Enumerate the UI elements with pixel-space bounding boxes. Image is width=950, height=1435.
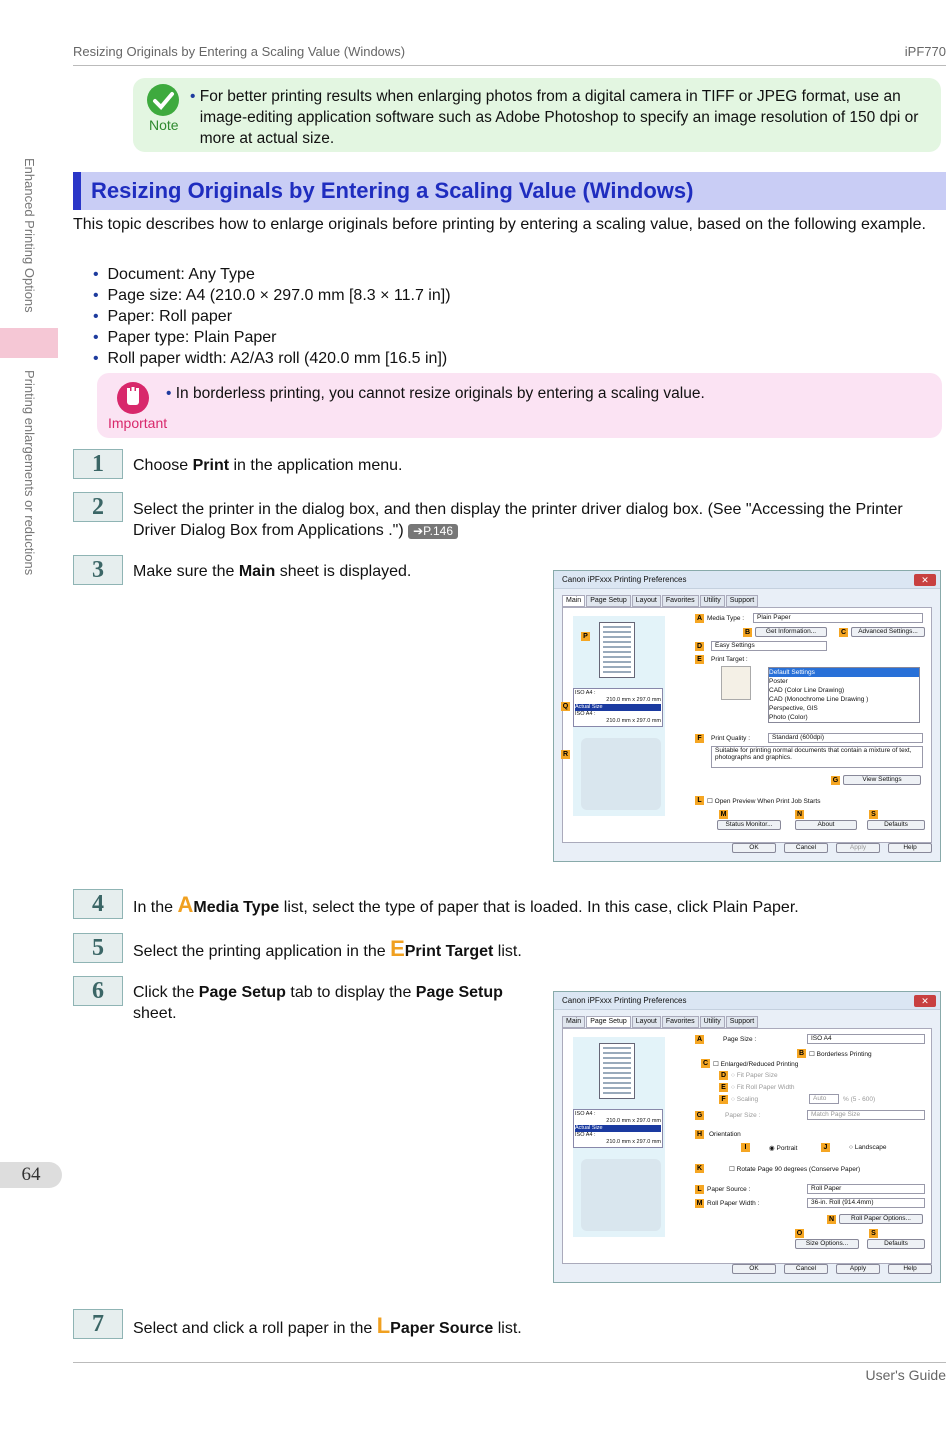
side-section-label[interactable]: Printing enlargements or reductions <box>22 370 37 576</box>
page-number: 64 <box>0 1162 62 1188</box>
paper-source-select: Roll Paper <box>807 1184 925 1194</box>
list-item: • Roll paper width: A2/A3 roll (420.0 mm [16.5 in]) <box>93 350 448 367</box>
step-text: Select the printer in the dialog box, and then display the printer driver dialog box. (See "Accessing the Printer Driver Dialog Box from Applications .") ➔P.146 <box>133 501 903 539</box>
roll-width-select: 36-in. Roll (914.4mm) <box>807 1198 925 1208</box>
step-number: 3 <box>73 555 123 585</box>
step-number: 1 <box>73 449 123 479</box>
paper-size-select: Match Page Size <box>807 1110 925 1120</box>
printer-illustration <box>581 1159 661 1231</box>
easy-settings-select: Easy Settings <box>711 641 827 651</box>
intro-text: This topic describes how to enlarge originals before printing by entering a scaling value, based on the following example. <box>73 216 926 233</box>
tab-layout: Layout <box>632 1016 661 1028</box>
ok-button: OK <box>732 1264 776 1274</box>
footer-divider <box>73 1362 946 1363</box>
list-item: • Document: Any Type <box>93 266 255 283</box>
open-preview-checkbox: ☐ Open Preview When Print Job Starts <box>707 798 821 805</box>
hand-stop-icon <box>117 382 149 414</box>
advanced-settings-button: Advanced Settings... <box>851 627 925 637</box>
printing-preferences-main-screenshot <box>553 570 941 862</box>
landscape-radio: ○ Landscape <box>849 1144 887 1151</box>
main-sheet-panel: ISO A4 : 210.0 mm x 297.0 mm Actual Size ISO A4 : 210.0 mm x 297.0 mm P Q R A Media Type : Plain Paper B Get Information... C Advanced Settings... D Easy Settings E Print Target : Default Settings Poster CAD (Color Line Drawing) CAD (Monochrome Line Drawing ) Perspective, GIS Photo (Color) F Print Quality : Standard (600dpi) Suitable for printing normal documents that contain a mixture of text, photographs and graphics. G View Settings L ☐ Open Preview When Print Job Starts M N S Status Monitor... About Defaults <box>562 607 932 843</box>
media-type-select: Plain Paper <box>753 613 923 623</box>
tab-layout: Layout <box>632 595 661 607</box>
defaults-button: Defaults <box>867 820 925 830</box>
tab-main: Main <box>562 595 585 607</box>
help-button: Help <box>888 843 932 853</box>
page-size-select: ISO A4 <box>807 1034 925 1044</box>
defaults-button: Defaults <box>867 1239 925 1249</box>
enlarged-reduced-checkbox: ☐ Enlarged/Reduced Printing <box>713 1061 799 1068</box>
tab-support: Support <box>726 1016 759 1028</box>
tab-utility: Utility <box>700 595 725 607</box>
tab-favorites: Favorites <box>662 595 699 607</box>
status-monitor-button: Status Monitor... <box>717 820 781 830</box>
tab-utility: Utility <box>700 1016 725 1028</box>
step-number: 7 <box>73 1309 123 1339</box>
page-title: Resizing Originals by Entering a Scaling Value (Windows) <box>91 178 694 203</box>
important-label: Important <box>108 415 168 431</box>
close-icon: ✕ <box>914 995 936 1007</box>
step-text: Click the Page Setup tab to display the Page Setup sheet. <box>133 984 503 1022</box>
rotate-checkbox: ☐ Rotate Page 90 degrees (Conserve Paper) <box>729 1166 861 1173</box>
step-number: 2 <box>73 492 123 522</box>
tab-favorites: Favorites <box>662 1016 699 1028</box>
step-text: Make sure the Main sheet is displayed. <box>133 563 412 580</box>
step-text: Choose Print in the application menu. <box>133 457 403 474</box>
side-chapter-label[interactable]: Enhanced Printing Options <box>22 158 37 313</box>
tab-page-setup: Page Setup <box>586 595 631 607</box>
important-text: • In borderless printing, you cannot resize originals by entering a scaling value. <box>166 385 705 402</box>
step-number: 4 <box>73 889 123 919</box>
note-body: For better printing results when enlarging photos from a digital camera in TIFF or JPEG format, use an image-editing application software such as Adobe Photoshop to specify an image resolution of 150 dpi or more at actual size. <box>199 88 919 147</box>
portrait-radio: ◉ Portrait <box>769 1145 798 1152</box>
cancel-button: Cancel <box>784 843 828 853</box>
printing-preferences-page-setup-screenshot <box>553 991 941 1283</box>
running-header-model: iPF770 <box>904 44 946 59</box>
apply-button: Apply <box>836 1264 880 1274</box>
ok-button: OK <box>732 843 776 853</box>
dialog-title: Canon iPFxxx Printing Preferences <box>554 571 940 589</box>
list-item: • Paper: Roll paper <box>93 308 233 325</box>
step-text: In the AMedia Type list, select the type of paper that is loaded. In this case, click Plain Paper. <box>133 892 799 917</box>
size-info: ISO A4 : 210.0 mm x 297.0 mm Actual Size ISO A4 : 210.0 mm x 297.0 mm <box>573 1109 663 1148</box>
header-divider <box>73 65 946 66</box>
tab-support: Support <box>726 595 759 607</box>
note-label: Note <box>149 117 179 133</box>
help-button: Help <box>888 1264 932 1274</box>
view-settings-button: View Settings <box>843 775 921 785</box>
size-options-button: Size Options... <box>795 1239 859 1249</box>
list-item: • Paper type: Plain Paper <box>93 329 277 346</box>
dialog-tabs <box>562 1016 759 1028</box>
step-text: Select and click a roll paper in the LPaper Source list. <box>133 1313 522 1338</box>
side-active-marker <box>0 328 58 358</box>
example-list <box>93 264 793 369</box>
page-setup-panel: ISO A4 : 210.0 mm x 297.0 mm Actual Size ISO A4 : 210.0 mm x 297.0 mm A Page Size : ISO A4 B ☐ Borderless Printing C ☐ Enlarged/Reduced Printing D ○ Fit Paper Size E ○ Fit Roll Paper Width F ○ Scaling Auto % (5 - 600) G Paper Size : Match Page Size H Orientation I ◉ Portrait J ○ Landscape K ☐ Rotate Page 90 degrees (Conserve Paper) L Paper Source : Roll Paper M Roll Paper Width : 36-in. Roll (914.4mm) N Roll Paper Options... O S Size Options... Defaults <box>562 1028 932 1264</box>
quality-description: Suitable for printing normal documents that contain a mixture of text, photographs and graphics. <box>711 746 923 768</box>
page-reference-link[interactable]: ➔P.146 <box>408 524 458 539</box>
tab-page-setup: Page Setup <box>586 1016 631 1028</box>
running-header-section: Resizing Originals by Entering a Scaling Value (Windows) <box>73 44 406 59</box>
list-item: • Page size: A4 (210.0 × 297.0 mm [8.3 × 11.7 in]) <box>93 287 451 304</box>
step-number: 5 <box>73 933 123 963</box>
document-thumbnail <box>599 1043 635 1099</box>
note-text: • For better printing results when enlarging photos from a digital camera in TIFF or JPEG format, use an image-editing application software such as Adobe Photoshop to specify an image resolution of 150 dpi or more at actual size. <box>190 88 919 147</box>
document-thumbnail <box>599 622 635 678</box>
printer-illustration <box>581 738 661 810</box>
pencil-check-icon <box>147 84 179 116</box>
target-thumbnail <box>721 666 751 700</box>
size-info: ISO A4 : 210.0 mm x 297.0 mm Actual Size ISO A4 : 210.0 mm x 297.0 mm <box>573 688 663 727</box>
dialog-title: Canon iPFxxx Printing Preferences <box>554 992 940 1010</box>
about-button: About <box>795 820 857 830</box>
cancel-button: Cancel <box>784 1264 828 1274</box>
dialog-tabs <box>562 595 759 607</box>
scaling-input: Auto <box>809 1094 839 1104</box>
get-information-button: Get Information... <box>755 627 827 637</box>
preview-area <box>573 1037 665 1237</box>
close-icon: ✕ <box>914 574 936 586</box>
tab-main: Main <box>562 1016 585 1028</box>
step-number: 6 <box>73 976 123 1006</box>
borderless-checkbox: ☐ Borderless Printing <box>809 1051 872 1058</box>
roll-paper-options-button: Roll Paper Options... <box>839 1214 923 1224</box>
preview-area <box>573 616 665 816</box>
footer-guide-label: User's Guide <box>865 1367 946 1383</box>
step-text: Select the printing application in the EPrint Target list. <box>133 936 522 961</box>
apply-button: Apply <box>836 843 880 853</box>
print-target-list: Default Settings Poster CAD (Color Line Drawing) CAD (Monochrome Line Drawing ) Perspective, GIS Photo (Color) <box>768 667 920 723</box>
print-quality-select: Standard (600dpi) <box>768 733 923 743</box>
